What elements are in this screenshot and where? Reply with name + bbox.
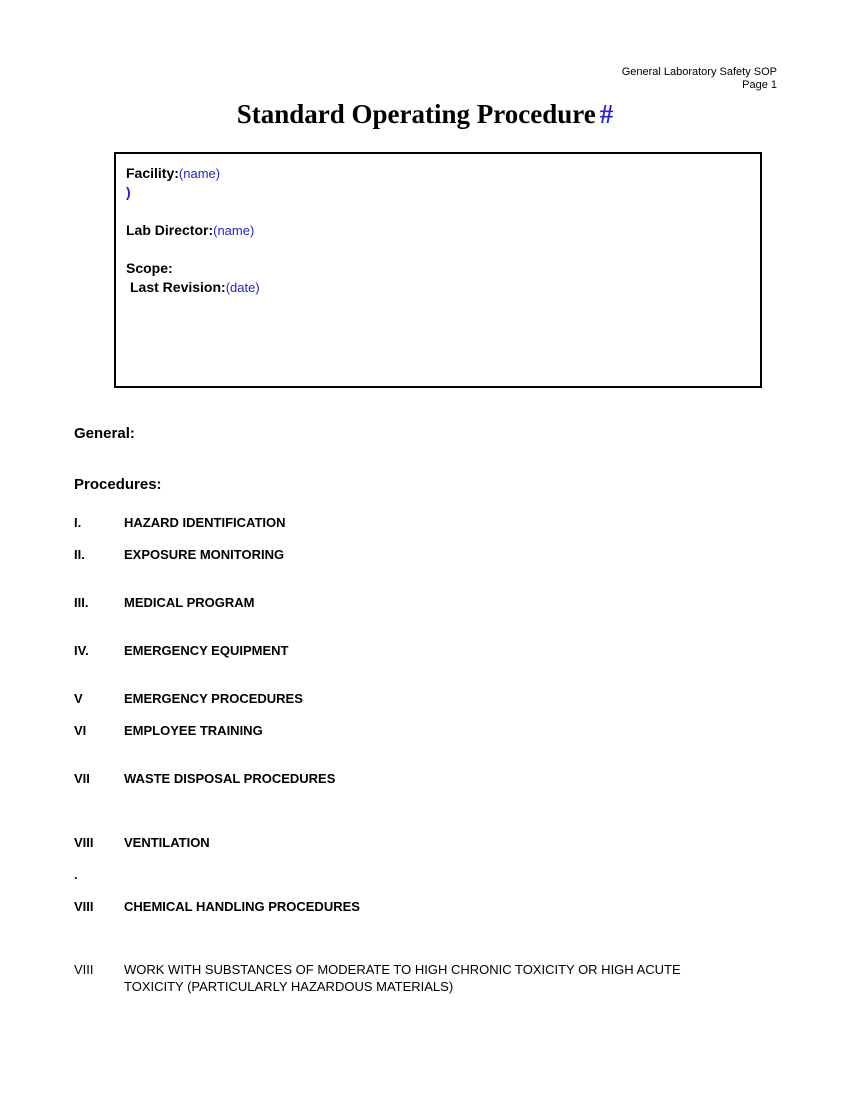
toc-number: . xyxy=(74,867,78,882)
toc-number: V xyxy=(74,691,83,706)
toc-number: VIII xyxy=(74,899,94,914)
facility-value-placeholder: (name) xyxy=(178,166,221,181)
info-box-spacer xyxy=(126,240,750,259)
toc-number: III. xyxy=(74,595,89,610)
toc-label: VENTILATION xyxy=(124,835,210,850)
info-box-spacer xyxy=(126,202,750,221)
toc-row-employee-training xyxy=(74,722,739,739)
toc-number: IV. xyxy=(74,643,89,658)
header-doc-label: General Laboratory Safety SOP xyxy=(621,66,777,78)
lab-director-value-placeholder: (name) xyxy=(213,223,255,238)
scope-label: Scope: xyxy=(126,260,173,276)
toc-row-ventilation xyxy=(74,834,739,851)
procedures-heading: Procedures: xyxy=(74,476,162,493)
facility-label: Facility: xyxy=(126,165,179,181)
document-title xyxy=(0,98,850,130)
toc-label: HAZARD IDENTIFICATION xyxy=(124,515,286,530)
toc-label: WASTE DISPOSAL PROCEDURES xyxy=(124,771,336,786)
lab-director-label: Lab Director: xyxy=(126,222,214,238)
last-revision-label: Last Revision: xyxy=(130,279,226,295)
toc-number: VIII xyxy=(74,962,94,977)
toc-row-waste-disposal-procedures xyxy=(74,770,739,787)
header-page-number: Page 1 xyxy=(742,79,777,91)
toc-row-emergency-equipment xyxy=(74,642,739,659)
toc-number: VIII xyxy=(74,835,94,850)
toc-row-chemical-handling-procedures xyxy=(74,898,739,915)
lab-director-line xyxy=(126,221,750,240)
toc-label: EMERGENCY PROCEDURES xyxy=(124,691,303,706)
running-header xyxy=(622,66,777,92)
toc-number: VI xyxy=(74,723,87,738)
toc-label: WORK WITH SUBSTANCES OF MODERATE TO HIGH CHRONIC TOXICITY OR HIGH ACUTE TOXICITY (PARTICULARLY HAZARDOUS MATERIALS) xyxy=(124,962,681,994)
toc-row-emergency-procedures xyxy=(74,690,739,707)
scope-line xyxy=(126,259,750,278)
document-title-text: Standard Operating Procedure xyxy=(236,99,596,129)
info-box xyxy=(114,152,762,388)
toc-row-hazard-identification xyxy=(74,514,739,531)
toc-number: I. xyxy=(74,515,82,530)
document-number-placeholder: # xyxy=(599,99,614,129)
toc-label: EMPLOYEE TRAINING xyxy=(124,723,263,738)
toc-row-stray-period xyxy=(74,866,739,883)
general-heading: General: xyxy=(74,425,135,442)
last-revision-line xyxy=(126,278,750,297)
toc-label: CHEMICAL HANDLING PROCEDURES xyxy=(124,899,360,914)
stray-paren: ) xyxy=(126,184,131,200)
toc-number: VII xyxy=(74,771,90,786)
facility-line xyxy=(126,164,750,183)
toc-row-exposure-monitoring xyxy=(74,546,739,563)
toc-label: MEDICAL PROGRAM xyxy=(124,595,255,610)
toc-label: EXPOSURE MONITORING xyxy=(124,547,285,562)
toc-row-work-with-toxic-substances xyxy=(74,961,739,995)
last-revision-value-placeholder: (date) xyxy=(225,280,260,295)
toc-label xyxy=(124,866,739,883)
toc-label: EMERGENCY EQUIPMENT xyxy=(124,643,289,658)
toc-row-medical-program xyxy=(74,594,739,611)
toc-number: II. xyxy=(74,547,85,562)
